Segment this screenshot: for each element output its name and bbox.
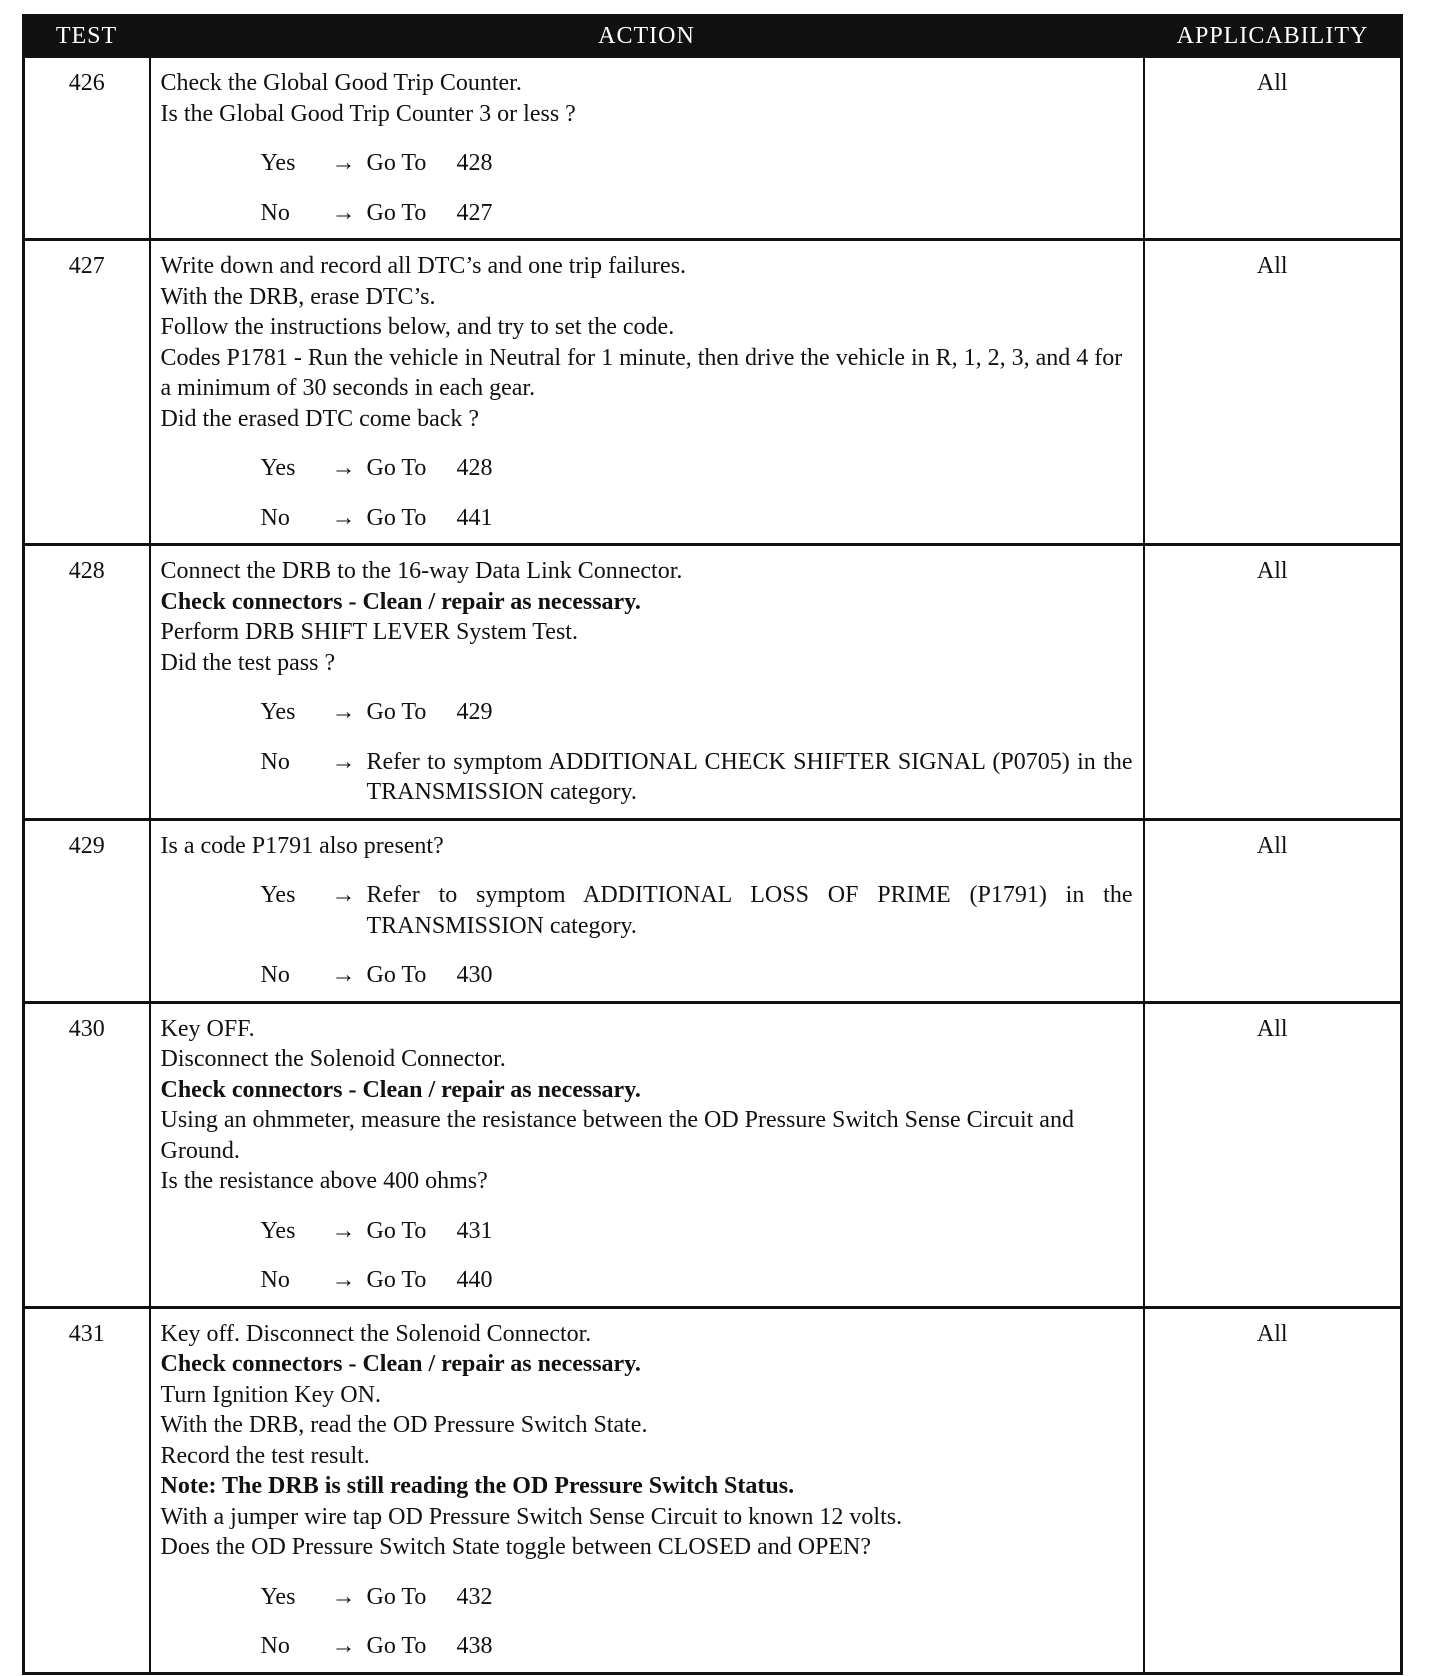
branch-instruction: Refer to symptom ADDITIONAL CHECK SHIFTER SIGNAL (P0705) in the TRANSMISSION category. (366, 748, 1133, 805)
branch-answer: Yes (260, 1217, 296, 1244)
table-header-row (24, 16, 1402, 57)
branch-answer: Yes (260, 1583, 296, 1610)
branch-list (161, 697, 1133, 808)
table-row (24, 545, 1402, 820)
table-row (24, 57, 1402, 240)
branch-goto (367, 960, 1133, 991)
branch-answer: No (260, 1267, 290, 1293)
action-instruction-bold: Check connectors - Clean / repair as necessary. (160, 1076, 641, 1103)
branch-answer: Yes (260, 699, 296, 725)
arrow-right-icon: → (331, 748, 356, 775)
branch-instruction: Refer to symptom ADDITIONAL LOSS OF PRIME (P1791) in the TRANSMISSION category. (366, 882, 1133, 939)
action-instruction: Did the erased DTC come back ? (160, 405, 480, 432)
action-instruction: Key off. Disconnect the Solenoid Connector. (160, 1320, 592, 1347)
goto-target: 441 (456, 504, 493, 531)
action-instruction: Disconnect the Solenoid Connector. (160, 1046, 506, 1072)
branch-list (161, 148, 1133, 228)
goto-label: Go To (366, 1217, 427, 1244)
goto-label: Go To (366, 455, 427, 481)
action-cell (150, 545, 1144, 820)
branch-goto (367, 503, 1133, 534)
arrow-right-icon: → (331, 1217, 356, 1244)
branch-no (161, 1631, 1133, 1662)
branch-no (161, 503, 1133, 534)
goto-label: Go To (366, 199, 427, 226)
branch-yes (161, 697, 1133, 728)
action-instruction: Did the test pass ? (160, 649, 336, 676)
branch-yes (161, 148, 1133, 179)
goto-label: Go To (366, 1633, 427, 1659)
applicability-cell: All (1144, 819, 1402, 1002)
action-instruction: Does the OD Pressure Switch State toggle between CLOSED and OPEN? (160, 1534, 872, 1560)
branch-yes (161, 1582, 1133, 1613)
branch-answer: No (260, 748, 290, 775)
branch-goto (367, 198, 1133, 229)
branch-goto (367, 1265, 1133, 1296)
branch-goto (367, 453, 1133, 484)
applicability-cell: All (1144, 545, 1402, 820)
branch-answer: No (260, 962, 290, 988)
branch-goto (367, 148, 1133, 179)
branch-list (161, 1582, 1133, 1662)
branch-no (161, 960, 1133, 991)
action-instruction: Turn Ignition Key ON. (160, 1381, 381, 1408)
test-number: 429 (24, 819, 150, 1002)
table-row (24, 1002, 1402, 1307)
header-applicability: APPLICABILITY (1144, 16, 1402, 57)
action-instruction: Follow the instructions below, and try to set the code. (160, 314, 675, 340)
goto-target: 430 (456, 962, 493, 988)
branch-yes (161, 453, 1133, 484)
branch-list (161, 880, 1133, 991)
branch-no (161, 198, 1133, 229)
test-number: 428 (24, 545, 150, 820)
action-cell (150, 1002, 1144, 1307)
goto-target: 431 (456, 1217, 493, 1244)
goto-target: 438 (456, 1633, 493, 1659)
action-instruction: Connect the DRB to the 16-way Data Link Connector. (160, 558, 683, 584)
arrow-right-icon: → (331, 962, 356, 988)
action-instruction: Write down and record all DTC’s and one trip failures. (160, 253, 687, 279)
action-cell (150, 240, 1144, 545)
arrow-right-icon: → (331, 1267, 356, 1293)
arrow-right-icon: → (331, 882, 356, 908)
action-instruction: Record the test result. (160, 1442, 370, 1469)
branch-no (161, 747, 1133, 808)
action-instruction: With a jumper wire tap OD Pressure Switch Sense Circuit to known 12 volts. (160, 1503, 903, 1530)
goto-target: 428 (456, 150, 493, 176)
goto-label: Go To (366, 962, 427, 988)
branch-goto (367, 697, 1133, 728)
branch-no (161, 1265, 1133, 1296)
action-instruction-bold: Check connectors - Clean / repair as necessary. (160, 1351, 641, 1377)
applicability-cell: All (1144, 1307, 1402, 1673)
table-row (24, 240, 1402, 545)
goto-target: 440 (456, 1267, 493, 1293)
action-instruction: Using an ohmmeter, measure the resistance between the OD Pressure Switch Sense Circuit and Ground. (160, 1107, 1074, 1164)
test-number: 426 (24, 57, 150, 240)
goto-target: 427 (456, 199, 493, 226)
action-instruction-bold: Check connectors - Clean / repair as necessary. (160, 588, 641, 615)
applicability-cell: All (1144, 1002, 1402, 1307)
goto-target: 429 (456, 699, 493, 725)
test-number: 427 (24, 240, 150, 545)
goto-label: Go To (366, 150, 427, 176)
table-body (24, 57, 1402, 1674)
branch-answer: Yes (260, 455, 296, 481)
branch-yes (161, 1216, 1133, 1247)
branch-list (161, 453, 1133, 533)
arrow-right-icon: → (331, 699, 356, 725)
branch-list (161, 1216, 1133, 1296)
branch-yes (161, 880, 1133, 941)
goto-target: 432 (456, 1583, 493, 1610)
action-cell (150, 57, 1144, 240)
branch-goto (367, 1216, 1133, 1247)
header-action: ACTION (150, 16, 1144, 57)
branch-answer: Yes (260, 882, 296, 908)
header-test: TEST (24, 16, 150, 57)
table-row (24, 1307, 1402, 1673)
goto-label: Go To (366, 1267, 427, 1293)
action-cell (150, 1307, 1144, 1673)
arrow-right-icon: → (331, 1633, 356, 1659)
branch-goto (367, 1582, 1133, 1613)
action-cell (150, 819, 1144, 1002)
arrow-right-icon: → (331, 504, 356, 531)
arrow-right-icon: → (331, 1583, 356, 1610)
action-instruction: Is the Global Good Trip Counter 3 or less ? (160, 100, 576, 127)
action-instruction: Codes P1781 - Run the vehicle in Neutral for 1 minute, then drive the vehicle in R, 1, 2, 3, and 4 for a minimum of 30 seconds in each gear. (160, 344, 1123, 401)
arrow-right-icon: → (331, 455, 356, 481)
diagnostic-test-table (22, 14, 1403, 1675)
test-number: 431 (24, 1307, 150, 1673)
arrow-right-icon: → (331, 199, 356, 226)
goto-label: Go To (366, 1583, 427, 1610)
branch-answer: No (260, 199, 290, 226)
applicability-cell: All (1144, 57, 1402, 240)
action-instruction: Is the resistance above 400 ohms? (160, 1168, 488, 1194)
action-instruction-bold: Note: The DRB is still reading the OD Pressure Switch Status. (160, 1473, 795, 1499)
branch-answer: No (260, 1633, 290, 1659)
arrow-right-icon: → (331, 150, 356, 176)
action-instruction: With the DRB, erase DTC’s. (160, 283, 436, 310)
action-instruction: Check the Global Good Trip Counter. (160, 70, 522, 96)
goto-target: 428 (456, 455, 493, 481)
action-instruction: Perform DRB SHIFT LEVER System Test. (160, 619, 578, 645)
applicability-cell: All (1144, 240, 1402, 545)
action-instruction: With the DRB, read the OD Pressure Switch State. (160, 1412, 648, 1438)
goto-label: Go To (366, 504, 427, 531)
test-number: 430 (24, 1002, 150, 1307)
table-row (24, 819, 1402, 1002)
action-instruction: Is a code P1791 also present? (160, 832, 444, 859)
branch-answer: No (260, 504, 290, 531)
goto-label: Go To (366, 699, 427, 725)
branch-goto (367, 1631, 1133, 1662)
action-instruction: Key OFF. (160, 1015, 255, 1042)
branch-answer: Yes (260, 150, 296, 176)
